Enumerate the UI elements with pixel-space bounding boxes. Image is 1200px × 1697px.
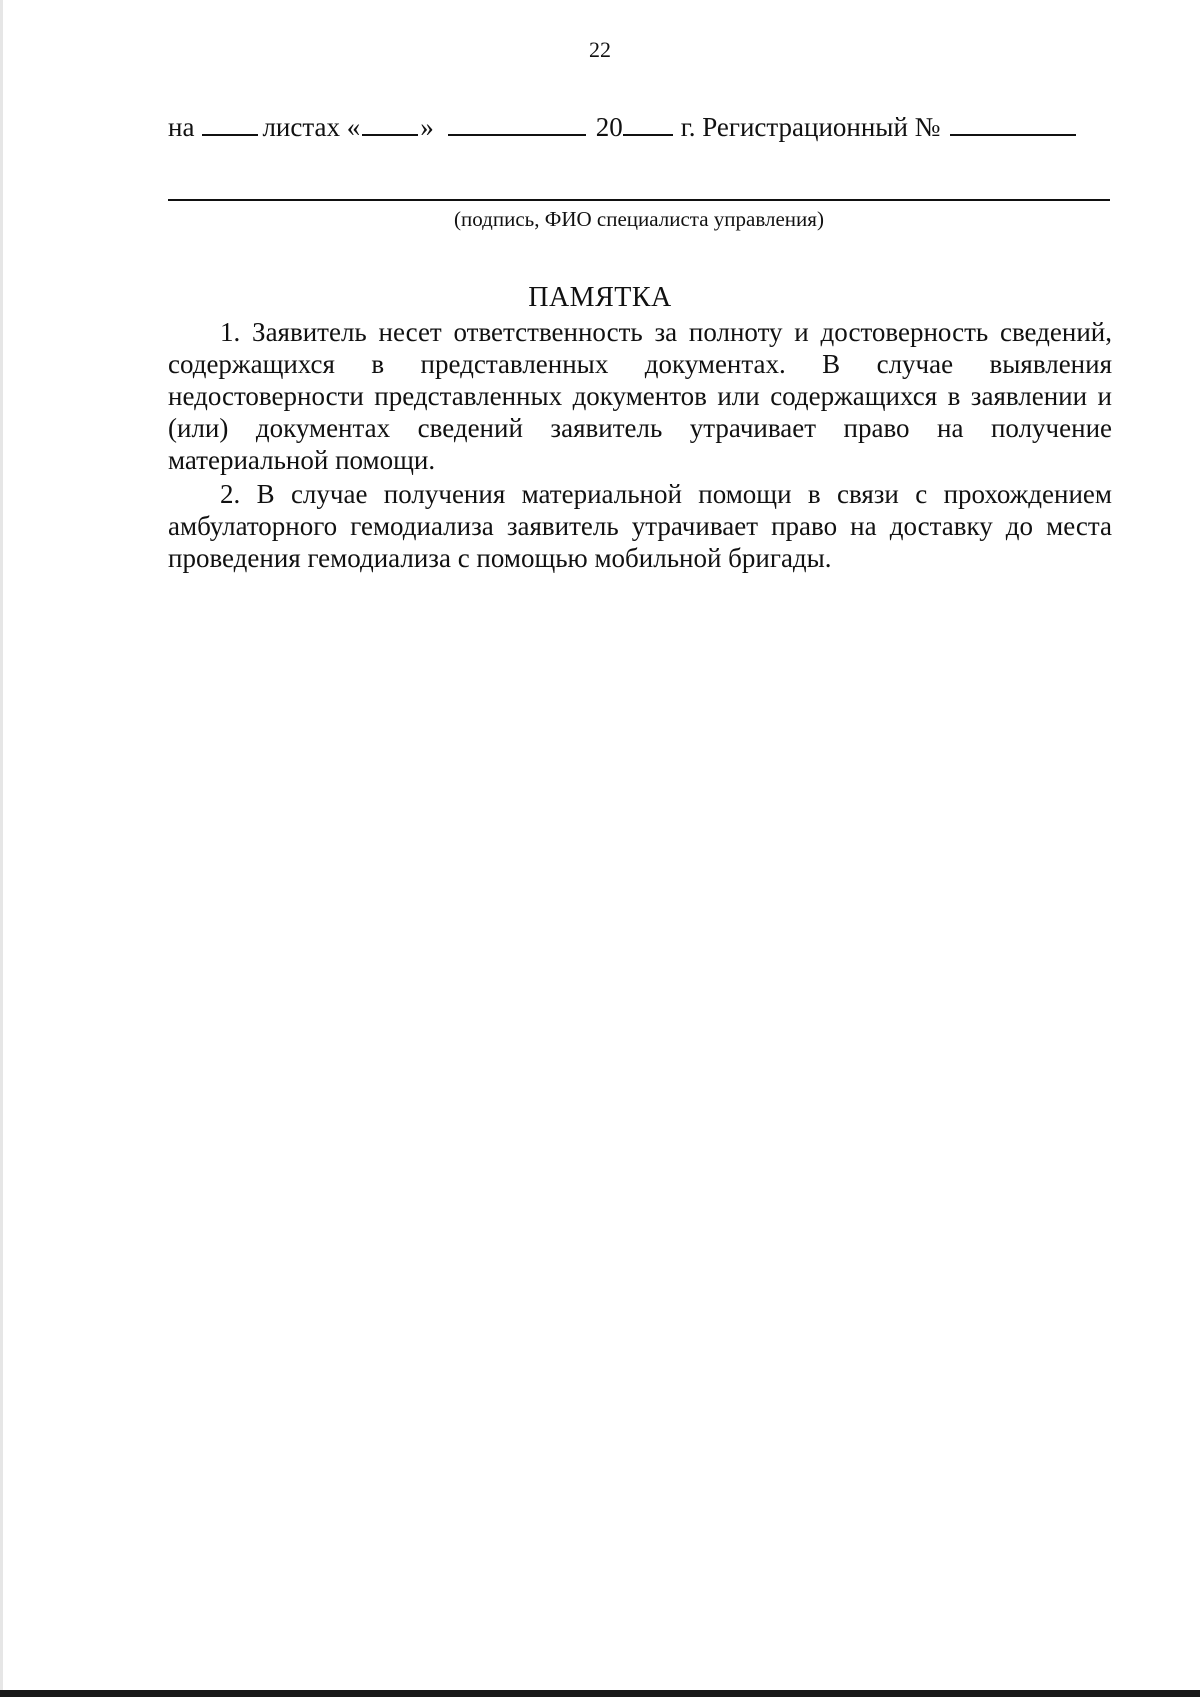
scan-edge-shadow [0,0,3,1690]
registration-number-blank [950,110,1076,136]
memo-body [168,316,1112,576]
registration-number-label: г. Регистрационный № [680,112,941,142]
quote-close: » [420,112,434,142]
signature-line [168,199,1110,201]
page-number: 22 [589,37,611,62]
signature-caption: (подпись, ФИО специалиста управления) [454,207,824,231]
memo-item-1: 1. Заявитель несет ответственность за полноту и достоверность сведений, содержащихся в представленных документах. В случае выявления недостоверности представленных документов или содержащихся в заявлении и (или) документах сведений заявитель утрачивает право на получение материальной помощи. [168,317,1112,475]
sheets-count-blank [202,110,258,136]
registration-prefix: на [168,112,195,142]
sheets-label: листах « [262,112,361,142]
year-prefix: 20 [595,112,623,142]
memo-item-2: 2. В случае получения материальной помощи в связи с прохождением амбулаторного гемодиализа заявитель утрачивает право на доставку до места проведения гемодиализа с помощью мобильной бригады. [168,479,1112,573]
scan-bottom-edge [0,1690,1200,1697]
memo-title: ПАМЯТКА [528,282,672,313]
day-blank [362,110,418,136]
month-blank [448,110,586,136]
year-blank [623,110,673,136]
registration-line [168,110,1114,143]
